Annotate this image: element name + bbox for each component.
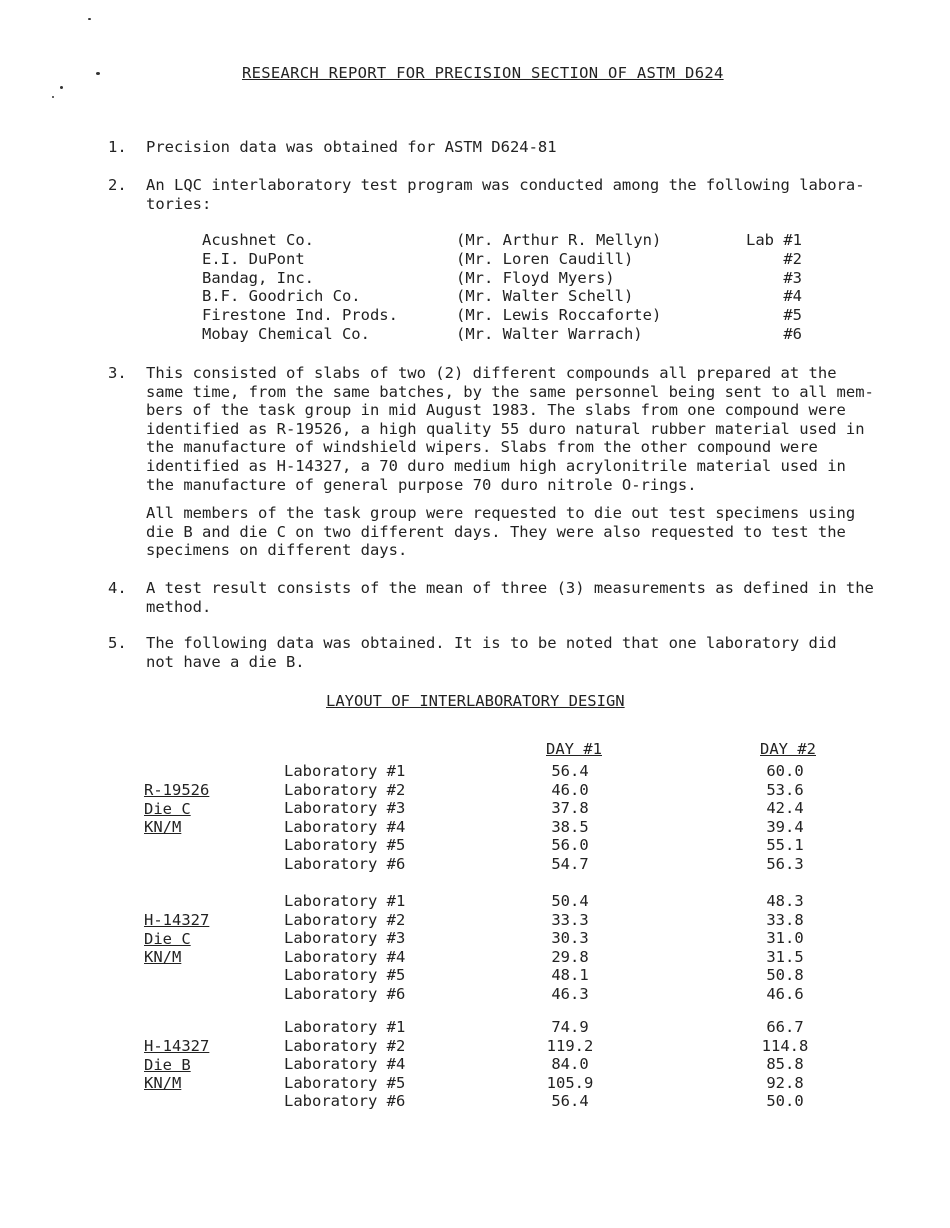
list-item [202,231,802,250]
compound-label: R-19526 [144,781,210,799]
day2-cell: 46.6 [766,985,804,1003]
lab-cell: Laboratory #6 [284,1092,406,1111]
table-row [0,855,950,874]
item-number: 2. [108,176,127,194]
day1-cell: 46.3 [551,985,589,1003]
text-line: identified as R-19526, a high quality 55 duro natural rubber material used in [146,419,865,438]
day1-cell: 56.4 [551,762,589,780]
text-line: the manufacture of windshield wipers. Slabs from the other compound were [146,438,818,457]
lab-cell: Laboratory #6 [284,985,406,1003]
item-number: 3. [108,364,127,382]
lab-cell: Laboratory #4 [284,947,406,966]
text-line: A test result consists of the mean of three (3) measurements as defined in the [146,579,874,597]
day1-cell: 29.8 [551,947,589,966]
item-number: 1. [108,138,127,156]
list-item [202,306,802,325]
day2-cell: 53.6 [766,780,804,799]
compound-label: H-14327 [144,911,210,929]
text-line: This consisted of slabs of two (2) different compounds all prepared at the [146,364,837,382]
compound-label: H-14327 [144,1037,210,1055]
lab-number: #2 [783,249,802,268]
day2-cell: 33.8 [766,910,804,929]
text-line: specimens on different days. [146,541,408,560]
contact-name: (Mr. Walter Warrach) [456,324,643,343]
contact-name: (Mr. Lewis Roccaforte) [456,306,662,325]
day2-cell: 85.8 [766,1055,804,1074]
day2-cell: 114.8 [761,1036,809,1055]
day2-cell: 39.4 [766,817,804,836]
day2-cell: 56.3 [766,855,804,873]
day1-cell: 38.5 [551,817,589,836]
lab-cell: Laboratory #2 [284,780,406,799]
item-5-text [146,634,876,671]
contact-name: (Mr. Arthur R. Mellyn) [456,231,662,249]
laboratory-list [202,231,802,344]
table-row [0,799,950,818]
lab-number: #5 [783,306,802,325]
day1-cell: 56.4 [551,1092,589,1111]
item-number: 5. [108,634,127,652]
text-line: tories: [146,194,212,213]
day2-cell: 55.1 [766,836,804,855]
table-row [0,948,950,967]
table-row [0,762,950,781]
contact-name: (Mr. Loren Caudill) [456,249,634,268]
list-item [202,250,802,269]
day2-cell: 31.0 [766,929,804,948]
table-row [0,1055,950,1074]
lab-number: #6 [783,324,802,343]
lab-cell: Laboratory #4 [284,817,406,836]
unit-label: KN/M [144,818,182,837]
day1-cell: 30.3 [551,929,589,948]
day2-cell: 50.8 [766,966,804,985]
table-row [0,1037,950,1056]
table-row [0,1074,950,1093]
lab-number: Lab #1 [746,231,802,249]
table-row [0,836,950,855]
lab-cell: Laboratory #3 [284,929,406,948]
scan-speck [96,72,100,75]
item-number: 4. [108,579,127,597]
day1-cell: 46.0 [551,780,589,799]
scan-speck [88,18,91,20]
text-line: identified as H-14327, a 70 duro medium high acrylonitrile material used in [146,456,846,475]
item-1-text [146,138,876,157]
text-line: the manufacture of general purpose 70 duro nitrole O-rings. [146,475,697,494]
text-line: An LQC interlaboratory test program was conducted among the following labora- [146,176,865,194]
text-line: die B and die C on two different days. They were also requested to test the [146,522,846,541]
lab-number: #4 [783,287,802,306]
table-row [0,929,950,948]
day2-header: DAY #2 [760,740,816,758]
day1-cell: 37.8 [551,799,589,818]
lab-cell: Laboratory #5 [284,836,406,855]
text-line: bers of the task group in mid August 1983. The slabs from one compound were [146,401,846,420]
day2-cell: 66.7 [766,1018,804,1036]
table-row [0,892,950,911]
text-line: Precision data was obtained for ASTM D624-81 [146,138,557,156]
contact-name: (Mr. Floyd Myers) [456,268,615,287]
table-row [0,911,950,930]
text-line: not have a die B. [146,652,305,671]
text-line: The following data was obtained. It is to be noted that one laboratory did [146,634,837,652]
company-name: Mobay Chemical Co. [202,324,370,343]
lab-number: #3 [783,268,802,287]
text-line: same time, from the same batches, by the same personnel being sent to all mem- [146,382,874,401]
table-row [0,1092,950,1111]
item-3-continuation [146,504,876,560]
table-row [0,781,950,800]
unit-label: KN/M [144,948,182,967]
day1-cell: 50.4 [551,892,589,910]
day1-cell: 74.9 [551,1018,589,1036]
table-row [0,966,950,985]
day2-cell: 42.4 [766,799,804,818]
lab-cell: Laboratory #6 [284,855,406,873]
item-4-text [146,579,876,616]
list-item [202,325,802,344]
day2-cell: 92.8 [766,1073,804,1092]
lab-cell: Laboratory #2 [284,910,406,929]
lab-cell: Laboratory #1 [284,892,406,910]
die-label: Die C [144,929,191,948]
list-item [202,287,802,306]
day1-cell: 56.0 [551,836,589,855]
company-name: E.I. DuPont [202,249,305,268]
report-title: RESEARCH REPORT FOR PRECISION SECTION OF ASTM D624 [242,64,724,82]
day2-cell: 48.3 [766,892,804,910]
lab-cell: Laboratory #4 [284,1055,406,1074]
company-name: Firestone Ind. Prods. [202,306,398,325]
layout-title: LAYOUT OF INTERLABORATORY DESIGN [326,692,625,710]
lab-cell: Laboratory #3 [284,799,406,818]
day1-cell: 119.2 [546,1036,594,1055]
contact-name: (Mr. Walter Schell) [456,287,634,306]
scan-speck [60,86,63,89]
day1-cell: 54.7 [551,855,589,873]
day1-cell: 105.9 [546,1073,594,1092]
company-name: Acushnet Co. [202,231,314,249]
die-label: Die C [144,799,191,818]
lab-cell: Laboratory #5 [284,966,406,985]
day2-cell: 60.0 [766,762,804,780]
lab-cell: Laboratory #2 [284,1036,406,1055]
day1-cell: 84.0 [551,1055,589,1074]
day1-header: DAY #1 [546,740,602,758]
list-item [202,269,802,288]
lab-cell: Laboratory #5 [284,1073,406,1092]
scan-speck [52,96,54,98]
table-row [0,1018,950,1037]
unit-label: KN/M [144,1074,182,1093]
day2-cell: 31.5 [766,947,804,966]
lab-cell: Laboratory #1 [284,1018,406,1036]
lab-cell: Laboratory #1 [284,762,406,780]
day1-cell: 48.1 [551,966,589,985]
company-name: B.F. Goodrich Co. [202,287,361,306]
company-name: Bandag, Inc. [202,268,314,287]
item-3-text [146,364,876,494]
day2-cell: 50.0 [766,1092,804,1111]
text-line: method. [146,597,212,616]
table-row [0,985,950,1004]
item-2-text [146,176,876,213]
table-row [0,818,950,837]
text-line: All members of the task group were requested to die out test specimens using [146,504,856,522]
die-label: Die B [144,1055,191,1074]
day1-cell: 33.3 [551,910,589,929]
